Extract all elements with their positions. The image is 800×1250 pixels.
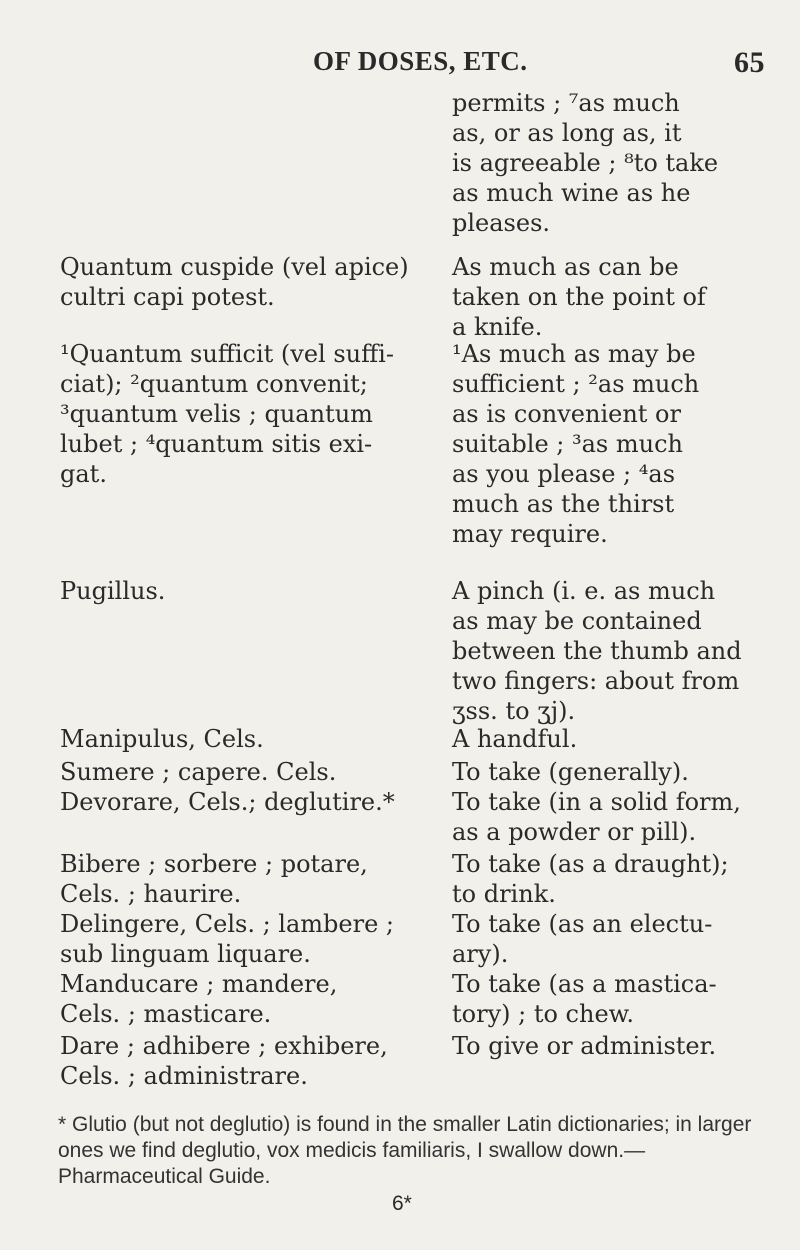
latin-entry: Manipulus, Cels. (60, 725, 264, 753)
latin-entry: Pugillus. (60, 577, 166, 605)
latin-entry: Dare ; adhibere ; exhibere, Cels. ; administrare. (60, 1032, 388, 1090)
english-entry: To take (as an electu- ary). (452, 910, 713, 968)
running-title: OF DOSES, ETC. (313, 46, 528, 76)
latin-entry: Manducare ; mandere, Cels. ; masticare. (60, 970, 338, 1028)
english-entry: ¹As much as may be sufficient ; ²as much as is convenient or suitable ; ³as much as you please ; ⁴as much as the thirst may require. (452, 340, 700, 548)
english-entry: To take (in a solid form, as a powder or pill). (452, 788, 741, 846)
latin-entry: ¹Quantum sufficit (vel suffi- ciat); ²quantum convenit; ³quantum velis ; quantum lubet ; ⁴quantum sitis exi- gat. (60, 340, 394, 488)
english-entry: To give or administer. (452, 1032, 717, 1060)
footnote: * Glutio (but not deglutio) is found in the smaller Latin dictionaries; in larger ones we find deglutio, vox medicis familiaris, I swallow down.—Pharmaceutical Guide. (58, 1113, 752, 1188)
english-entry: A handful. (452, 725, 578, 753)
latin-entry: Bibere ; sorbere ; potare, Cels. ; haurire. (60, 850, 368, 908)
latin-entry: Devorare, Cels.; deglutire.* (60, 788, 395, 816)
english-entry: To take (generally). (452, 758, 689, 786)
page-header (313, 46, 783, 77)
page-number: 65 (734, 46, 765, 79)
latin-entry: Quantum cuspide (vel apice) cultri capi potest. (60, 253, 409, 311)
english-entry: To take (as a mastica- tory) ; to chew. (452, 970, 717, 1028)
english-entry: To take (as a draught); to drink. (452, 850, 729, 908)
signature-mark: 6* (392, 1192, 412, 1215)
english-entry: permits ; ⁷as much as, or as long as, it is agreeable ; ⁸to take as much wine as he pleases. (452, 89, 719, 237)
english-entry: As much as can be taken on the point of a knife. (452, 253, 706, 341)
latin-entry: Delingere, Cels. ; lambere ; sub linguam liquare. (60, 910, 394, 968)
latin-entry: Sumere ; capere. Cels. (60, 758, 337, 786)
english-entry: A pinch (i. e. as much as may be contained between the thumb and two fingers: about from ʒss. to ʒj). (452, 577, 742, 725)
